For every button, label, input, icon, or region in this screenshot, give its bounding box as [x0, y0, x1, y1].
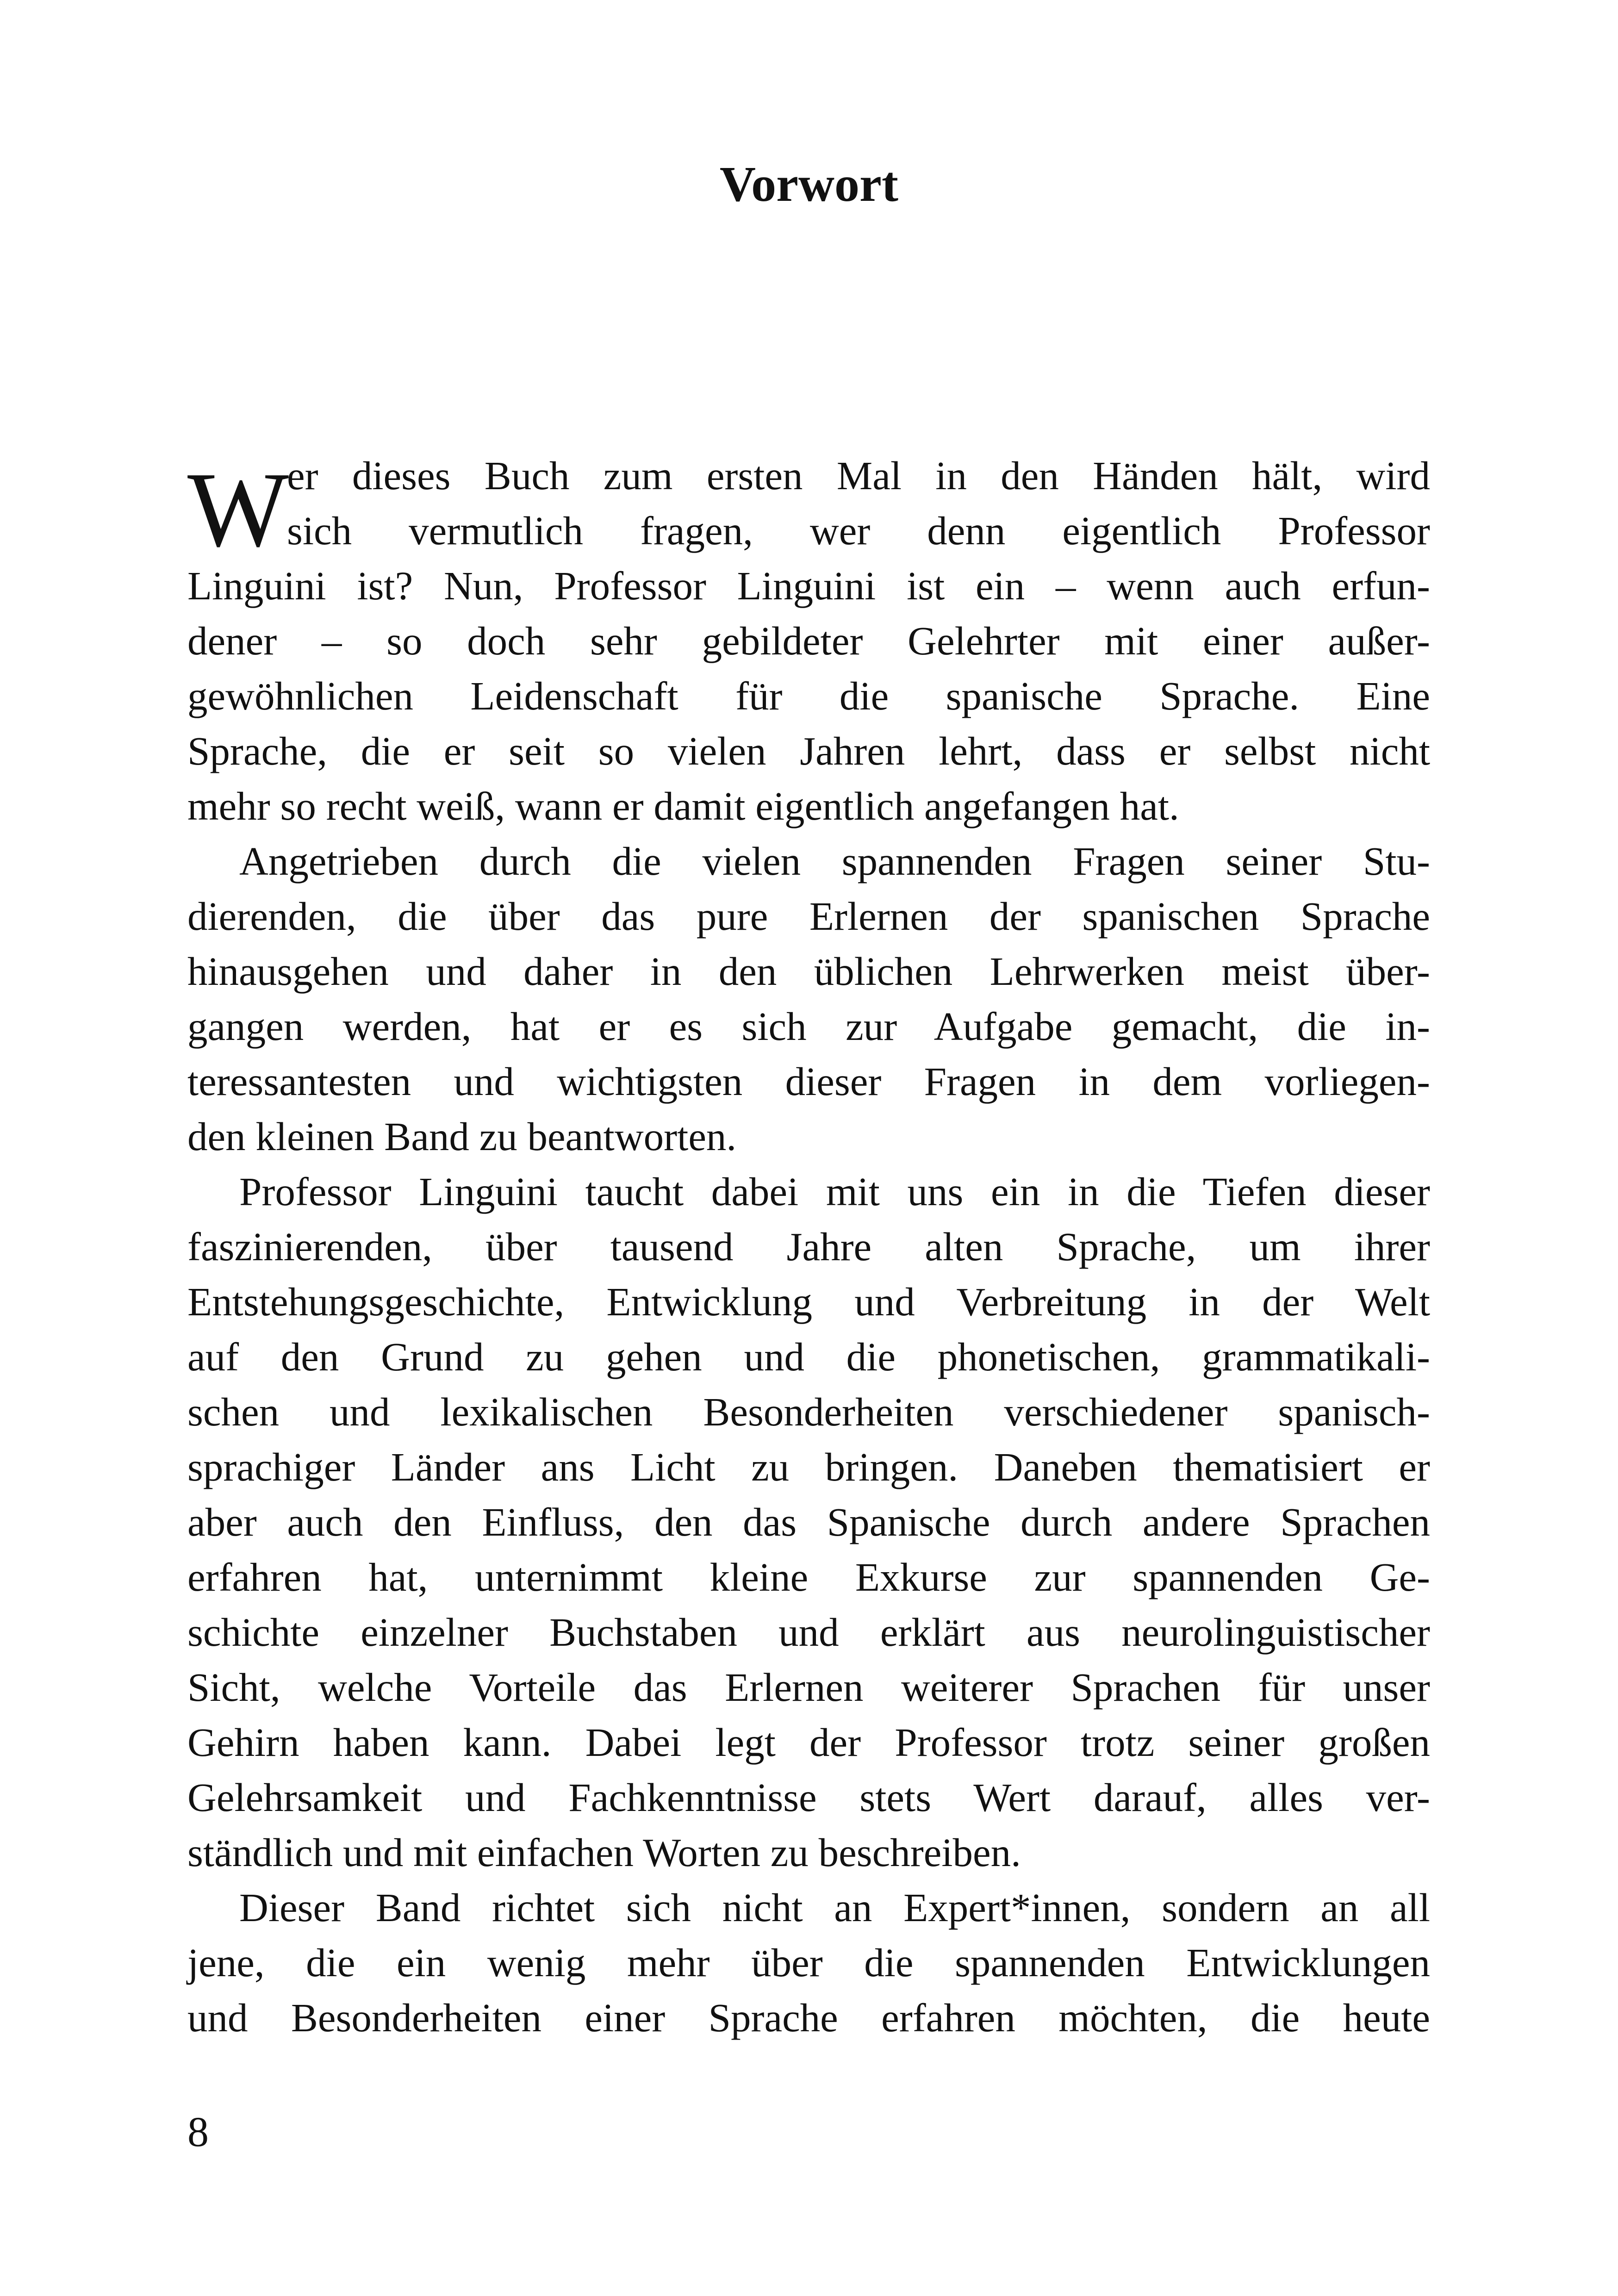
- text-line: jene, die ein wenig mehr über die spannenden Entwicklungen: [187, 1940, 1430, 1985]
- text-line: Angetrieben durch die vielen spannenden Fragen seiner Stu-: [239, 839, 1430, 884]
- text-line: Linguini ist? Nun, Professor Linguini ist ein – wenn auch erfun-: [187, 563, 1430, 608]
- text-line: sprachiger Länder ans Licht zu bringen. Daneben thematisiert er: [187, 1444, 1430, 1489]
- text-line: Sprache, die er seit so vielen Jahren lehrt, dass er selbst nicht: [187, 728, 1430, 773]
- text-line: schen und lexikalischen Besonderheiten verschiedener spanisch-: [187, 1389, 1430, 1434]
- text-line: und Besonderheiten einer Sprache erfahren möchten, die heute: [187, 1995, 1430, 2040]
- text-line: gangen werden, hat er es sich zur Aufgabe gemacht, die in-: [187, 1004, 1430, 1049]
- text-line: aber auch den Einfluss, den das Spanische durch andere Sprachen: [187, 1500, 1430, 1544]
- text-line: ständlich und mit einfachen Worten zu beschreiben.: [187, 1830, 1021, 1875]
- text-line: hinausgehen und daher in den üblichen Lehrwerken meist über-: [187, 949, 1430, 994]
- page-title: Vorwort: [720, 157, 898, 212]
- body-text: [187, 448, 1430, 2045]
- text-line: Entstehungsgeschichte, Entwicklung und Verbreitung in der Welt: [187, 1279, 1430, 1324]
- text-line: mehr so recht weiß, wann er damit eigentlich angefangen hat.: [187, 784, 1179, 828]
- text-line: gewöhnlichen Leidenschaft für die spanische Sprache. Eine: [187, 673, 1430, 718]
- text-line: den kleinen Band zu beantworten.: [187, 1114, 737, 1159]
- text-line: Dieser Band richtet sich nicht an Expert*innen, sondern an all: [239, 1885, 1430, 1930]
- text-line: er dieses Buch zum ersten Mal in den Händen hält, wird: [287, 453, 1430, 498]
- text-line: Professor Linguini taucht dabei mit uns ein in die Tiefen dieser: [239, 1169, 1430, 1214]
- text-line: Gehirn haben kann. Dabei legt der Professor trotz seiner großen: [187, 1720, 1430, 1765]
- text-line: schichte einzelner Buchstaben und erklärt aus neurolinguistischer: [187, 1610, 1430, 1655]
- text-line: dener – so doch sehr gebildeter Gelehrter mit einer außer-: [187, 618, 1430, 663]
- text-line: Sicht, welche Vorteile das Erlernen weiterer Sprachen für unser: [187, 1665, 1430, 1710]
- text-line: Gelehrsamkeit und Fachkenntnisse stets Wert darauf, alles ver-: [187, 1775, 1430, 1820]
- text-line: teressantesten und wichtigsten dieser Fragen in dem vorliegen-: [187, 1059, 1430, 1104]
- text-line: faszinierenden, über tausend Jahre alten Sprache, um ihrer: [187, 1224, 1430, 1269]
- text-line: auf den Grund zu gehen und die phonetischen, grammatikali-: [187, 1334, 1430, 1379]
- text-line: sich vermutlich fragen, wer denn eigentlich Professor: [287, 508, 1430, 553]
- text-line: dierenden, die über das pure Erlernen der spanischen Sprache: [187, 894, 1430, 939]
- text-line: erfahren hat, unternimmt kleine Exkurse zur spannenden Ge-: [187, 1555, 1430, 1599]
- drop-cap: W: [187, 450, 289, 569]
- page-number: 8: [187, 2108, 209, 2155]
